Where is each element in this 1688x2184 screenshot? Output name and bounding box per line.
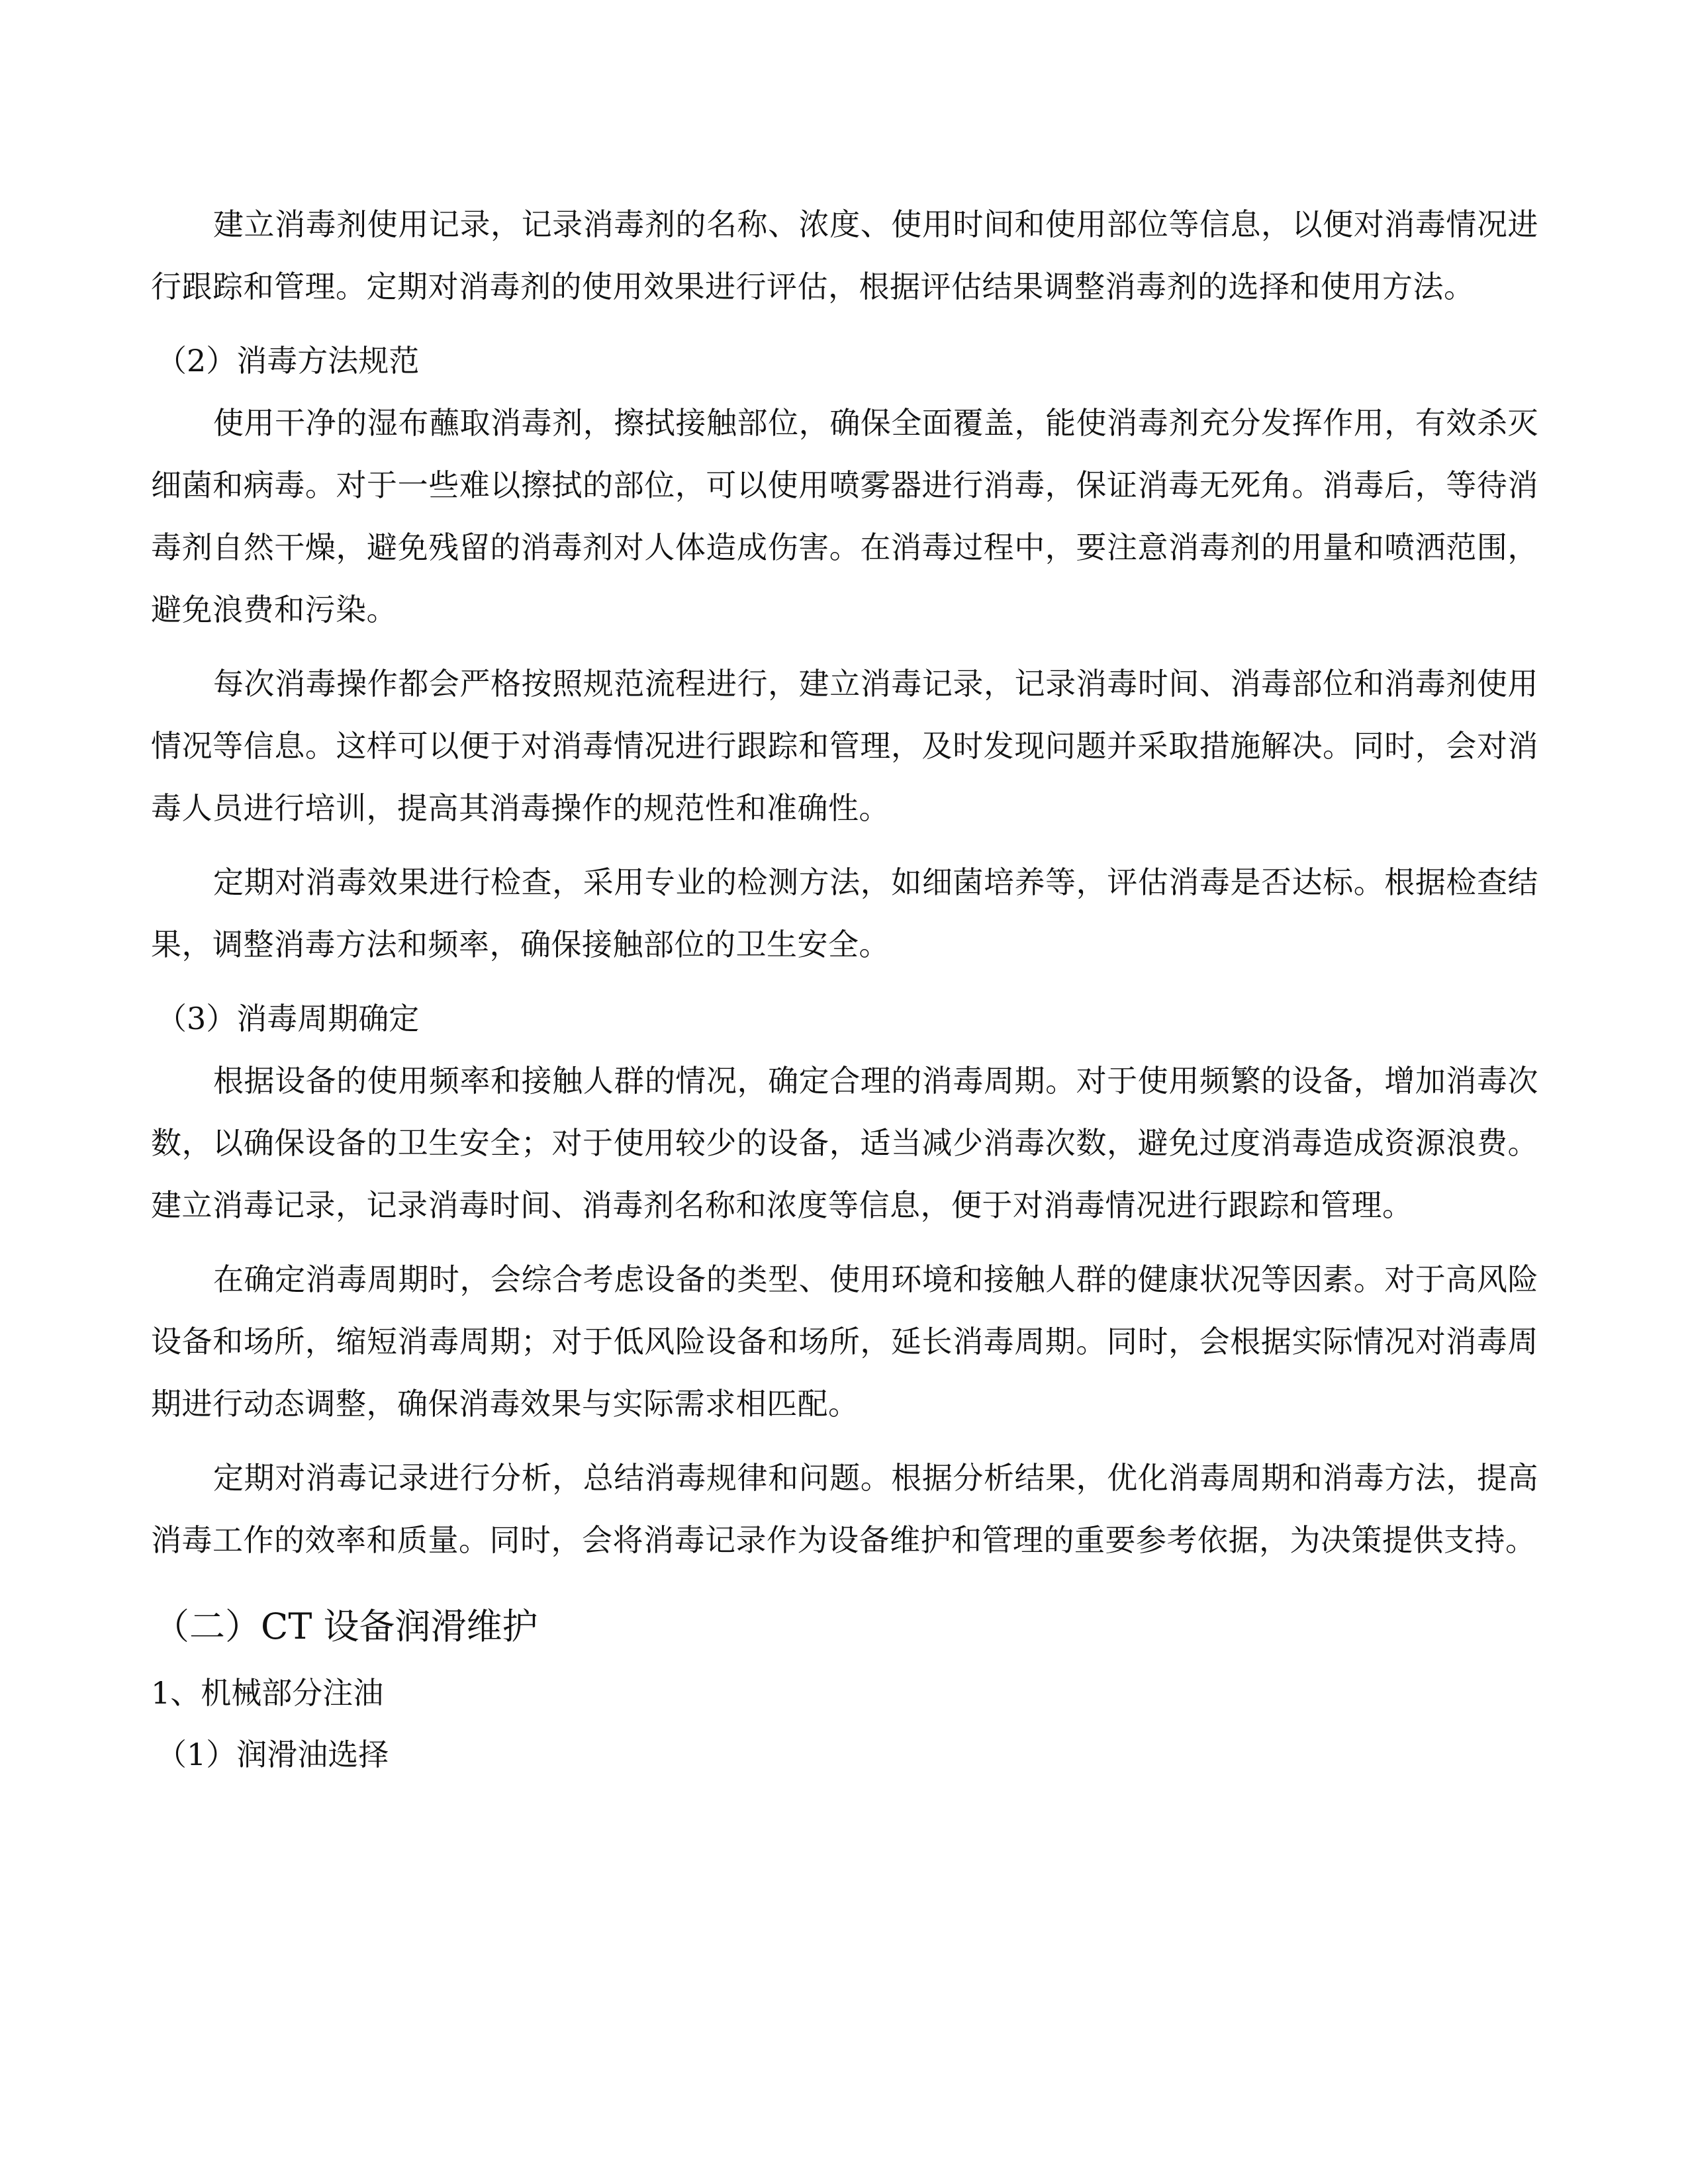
subheading-disinfection-method: （2）消毒方法规范 [156, 343, 420, 379]
paragraph-effect-check: 定期对消毒效果进行检查，采用专业的检测方法，如细菌培养等，评估消毒是否达标。根据检查结果，调整消毒方法和频率，确保接触部位的卫生安全。 [151, 864, 1538, 962]
paragraph-cycle-factors: 在确定消毒周期时，会综合考虑设备的类型、使用环境和接触人群的健康状况等因素。对于高风险设备和场所，缩短消毒周期；对于低风险设备和场所，延长消毒周期。同时，会根据实际情况对消毒周期进行动态调整，确保消毒效果与实际需求相匹配。 [151, 1261, 1538, 1422]
paragraph-cycle-frequency: 根据设备的使用频率和接触人群的情况，确定合理的消毒周期。对于使用频繁的设备，增加消毒次数，以确保设备的卫生安全；对于使用较少的设备，适当减少消毒次数，避免过度消毒造成资源浪费。建立消毒记录，记录消毒时间、消毒剂名称和浓度等信息，便于对消毒情况进行跟踪和管理。 [151, 1063, 1538, 1223]
paragraph-disinfectant-records: 建立消毒剂使用记录，记录消毒剂的名称、浓度、使用时间和使用部位等信息，以便对消毒情况进行跟踪和管理。定期对消毒剂的使用效果进行评估，根据评估结果调整消毒剂的选择和使用方法。 [151, 206, 1538, 304]
paragraph-record-analysis: 定期对消毒记录进行分析，总结消毒规律和问题。根据分析结果，优化消毒周期和消毒方法，提高消毒工作的效率和质量。同时，会将消毒记录作为设备维护和管理的重要参考依据，为决策提供支持。 [151, 1460, 1538, 1558]
paragraph-disinfection-records: 每次消毒操作都会严格按照规范流程进行，建立消毒记录，记录消毒时间、消毒部位和消毒剂使用情况等信息。这样可以便于对消毒情况进行跟踪和管理，及时发现问题并采取措施解决。同时，会对消毒人员进行培训，提高其消毒操作的规范性和准确性。 [151, 666, 1538, 826]
section-title-ct-lubrication: （二）CT 设备润滑维护 [154, 1606, 538, 1647]
item-title-mechanical-oiling: 1、机械部分注油 [151, 1675, 384, 1711]
subheading-disinfection-cycle: （3）消毒周期确定 [156, 1001, 420, 1036]
subheading-lubricant-selection: （1）润滑油选择 [156, 1737, 389, 1772]
paragraph-wiping-procedure: 使用干净的湿布蘸取消毒剂，擦拭接触部位，确保全面覆盖，能使消毒剂充分发挥作用，有效杀灭细菌和病毒。对于一些难以擦拭的部位，可以使用喷雾器进行消毒，保证消毒无死角。消毒后，等待消毒剂自然干燥，避免残留的消毒剂对人体造成伤害。在消毒过程中，要注意消毒剂的用量和喷洒范围，避免浪费和污染。 [151, 405, 1538, 627]
document-body [151, 193, 1538, 1786]
